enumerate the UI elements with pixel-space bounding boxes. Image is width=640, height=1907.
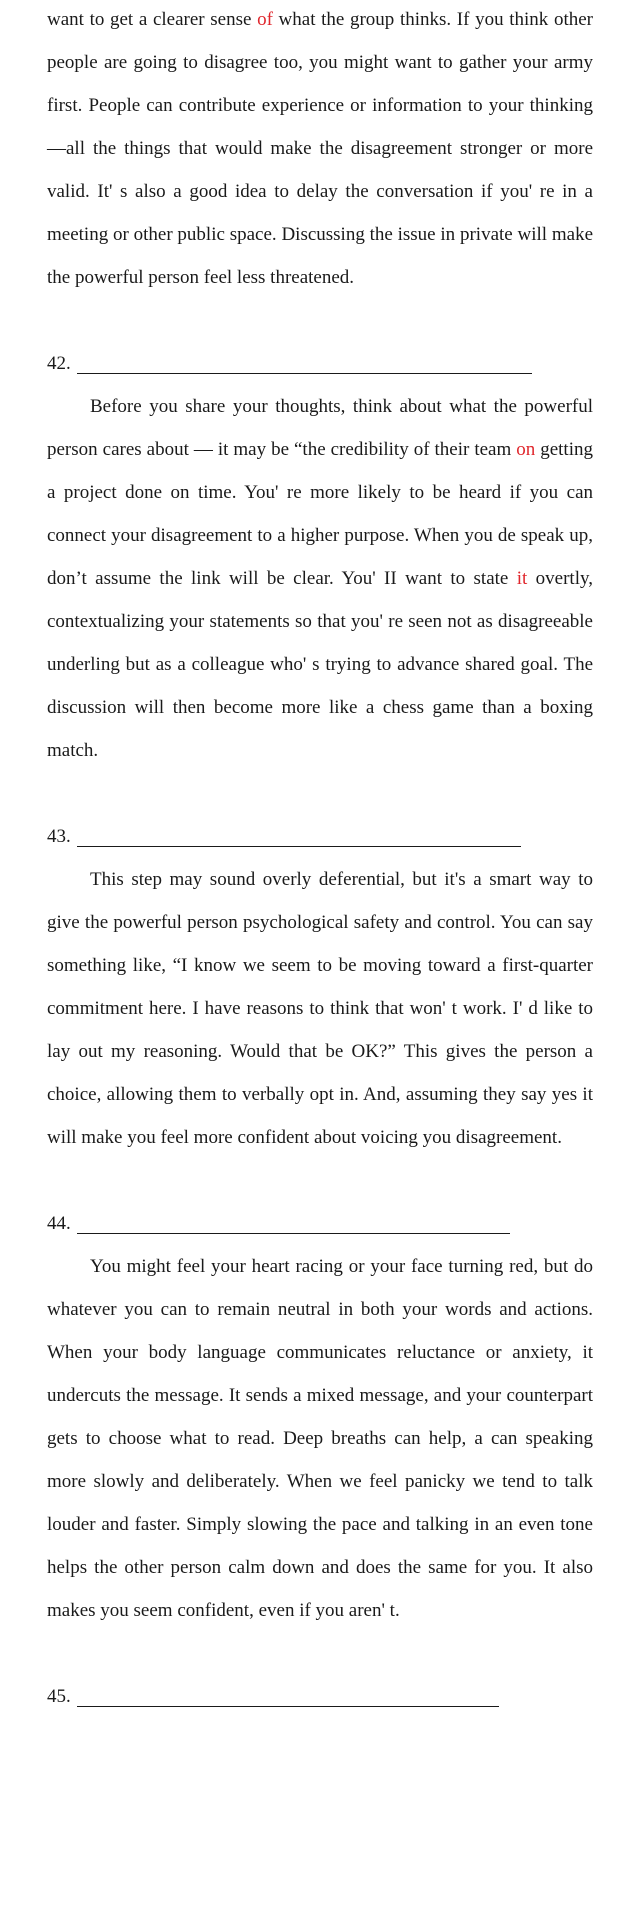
p41-rest: what the group thinks. If you think other people are going to disagree too, you might want to gather your army first. People can contribute experience or information to your thinking—all the things that would make the disagreement stronger or more valid. It' s also a good idea to delay the conversation if you' re in a meeting or other public space. Discussing the issue in private will make the powerful person feel less threatened. [47,9,593,288]
p42-red-word-it: it [516,568,528,589]
spacer [47,1632,593,1675]
question-43-line [47,815,593,858]
paragraph-42 [47,385,593,772]
p42-red-word-on: on [516,439,536,460]
question-44-number: 44. [47,1213,71,1234]
question-44-line [47,1202,593,1245]
question-45-line [47,1675,593,1718]
spacer [47,299,593,342]
spacer [47,772,593,815]
question-44-blank[interactable] [77,1233,510,1234]
question-45-blank[interactable] [77,1706,499,1707]
p42-a: Before you share your thoughts, think about what the powerful person cares about — it may be “the credibility of their team [47,396,593,460]
question-42-blank[interactable] [77,373,532,374]
p41-red-word-of: of [257,9,273,30]
question-42-number: 42. [47,353,71,374]
paragraph-44: You might feel your heart racing or your face turning red, but do whatever you can to remain neutral in both your words and actions. When your body language communicates reluctance or anxiety, it undercuts the message. It sends a mixed message, and your counterpart gets to choose what to read. Deep breaths can help, a can speaking more slowly and deliberately. When we feel panicky we tend to talk louder and faster. Simply slowing the pace and talking in an even tone helps the other person calm down and does the same for you. It also makes you seem confident, even if you aren' t. [47,1256,593,1621]
p42-b: getting a project done on time. You' re more likely to be heard if you can connect your disagreement to a higher purpose. When you de speak up, don’t assume the link will be clear. You' II want to state [47,439,593,589]
paragraph-41-continuation [47,0,593,299]
p42-c: overtly, contextualizing your statements so that you' re seen not as disagreeable underling but as a colleague who' s trying to advance shared goal. The discussion will then become more like a chess game than a boxing match. [47,568,593,761]
spacer [47,1159,593,1202]
question-42-line [47,342,593,385]
question-45-number: 45. [47,1686,71,1707]
question-43-blank[interactable] [77,846,521,847]
question-43-number: 43. [47,826,71,847]
p41-text: want to get a clearer sense [47,9,258,30]
paragraph-43: This step may sound overly deferential, but it's a smart way to give the powerful person psychological safety and control. You can say something like, “I know we seem to be moving toward a first-quarter commitment here. I have reasons to think that won' t work. I' d like to lay out my reasoning. Would that be OK?” This gives the person a choice, allowing them to verbally opt in. And, assuming they say yes it will make you feel more confident about voicing you disagreement. [47,869,593,1148]
